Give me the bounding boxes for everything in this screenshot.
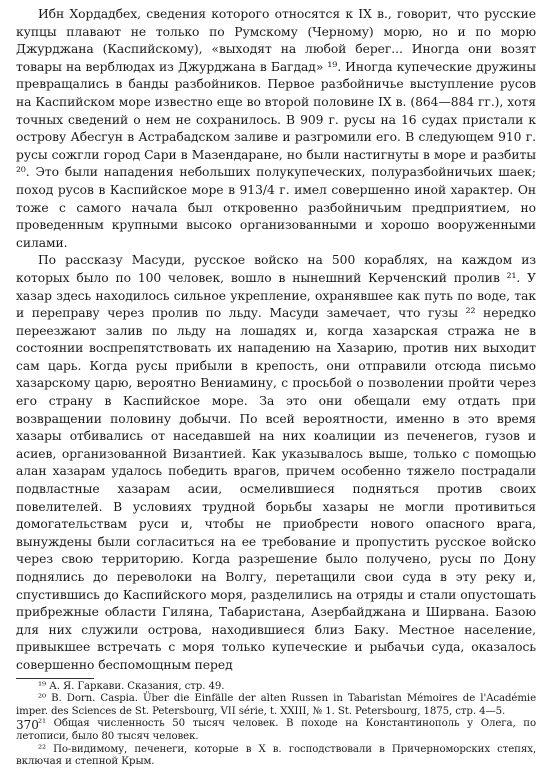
page-number: 370	[16, 718, 39, 732]
footnote-rule	[16, 678, 94, 679]
page-body	[16, 6, 536, 769]
footnote-19: ¹⁹ А. Я. Гаркави. Сказания, стр. 49.	[38, 680, 225, 692]
paragraph-2: По рассказу Масуди, русское войско на 500 кораблях, на каждом из которых было по 100 человек, вошло в нынешний Керченский пролив ²¹. У хазар здесь находилось сильное укрепление, охранявшее как путь по воде, так и переправу через пролив по льду. Масуди замечает, что гузы ²² нередко переезжают залив по льду на лошадях и, когда хазарская стража не в состоянии воспрепятствовать их нападению на Хазарию, против них выходит сам царь. Когда русы прибыли в крепость, они отправили отсюда письмо хазарскому царю, вероятно Вениамину, с просьбой о позволении пройти через его страну в Каспийское море. За это они обещали ему отдать при возвращении половину добычи. По всей вероятности, именно в это время хазары отбивались от наседавшей на них коалиции из печенегов, гузов и асиев, организованной Византией. Как указывалось выше, только с помощью алан хазарам удалось победить врагов, причем особенно тяжело пострадали подвластные хазарам асии, осмелившиеся подняться против своих повелителей. В условиях трудной борьбы хазары не могли противиться домогательствам руси и, чтобы не приобрести нового опасного врага, вынуждены были согласиться на ее требование и пропустить русское войско через свою территорию. Когда разрешение было получено, русы по Дону поднялись до переволоки на Волгу, перетащили свои суда в эту реку и, спустившись до Каспийского моря, разделились на отряды и стали опустошать прибрежные области Гиляна, Табаристана, Азербайджана и Ширвана. Базою для них служили острова, находившиеся близ Баку. Местное население, привыкшее встречать с моря только купеческие и рыбачьи суда, оказалось совершенно беспомощным перед	[16, 253, 536, 672]
footnote-21: ²¹ Общая численность 50 тысяч человек. В походе на Константинополь у Олега, по летописи, было 80 тысяч человек.	[16, 718, 536, 742]
footnote-22: ²² По-видимому, печенеги, которые в X в. господствовали в Причерноморских степях, включая и степной Крым.	[16, 743, 536, 768]
paragraph-1: Ибн Хордадбех, сведения которого относятся к IX в., говорит, что русские купцы плавают не только по Румскому (Черному) морю, но и по морю Джурджана (Каспийскому), «выходят на любой берег... Иногда они возят товары на верблюдах из Джурджана в Багдад» ¹⁹. Иногда купеческие дружины превращались в банды разбойников. Первое разбойничье выступление русов на Каспийском море известно еще во второй половине IX в. (864—884 гг.), хотя точных сведений о нем не сохранилось. В 909 г. русы на 16 судах пристали к острову Абесгун в Астрабадском заливе и разгромили его. В следующем 910 г. русы сожгли город Сари в Мазендаране, но были настигнуты в море и разбиты ²⁰. Это были нападения небольших полукупеческих, полуразбойничьих шаек; поход русов в Каспийское море в 913/4 г. имел совершенно иной характер. Он тоже с самого начала был откровенно разбойничьим предприятием, но проведенным крупными высоко организованными и хорошо вооруженными силами.	[16, 7, 536, 250]
footnote-20: ²⁰ B. Dorn. Caspia. Über die Einfälle der alten Russen in Tabaristan Mémoires de l'Académie imper. des Sciences de St. Petersbourg, VII série, t. XXIII, № 1. St. Petersbourg, 1875, стр. 4—5.	[16, 693, 536, 717]
